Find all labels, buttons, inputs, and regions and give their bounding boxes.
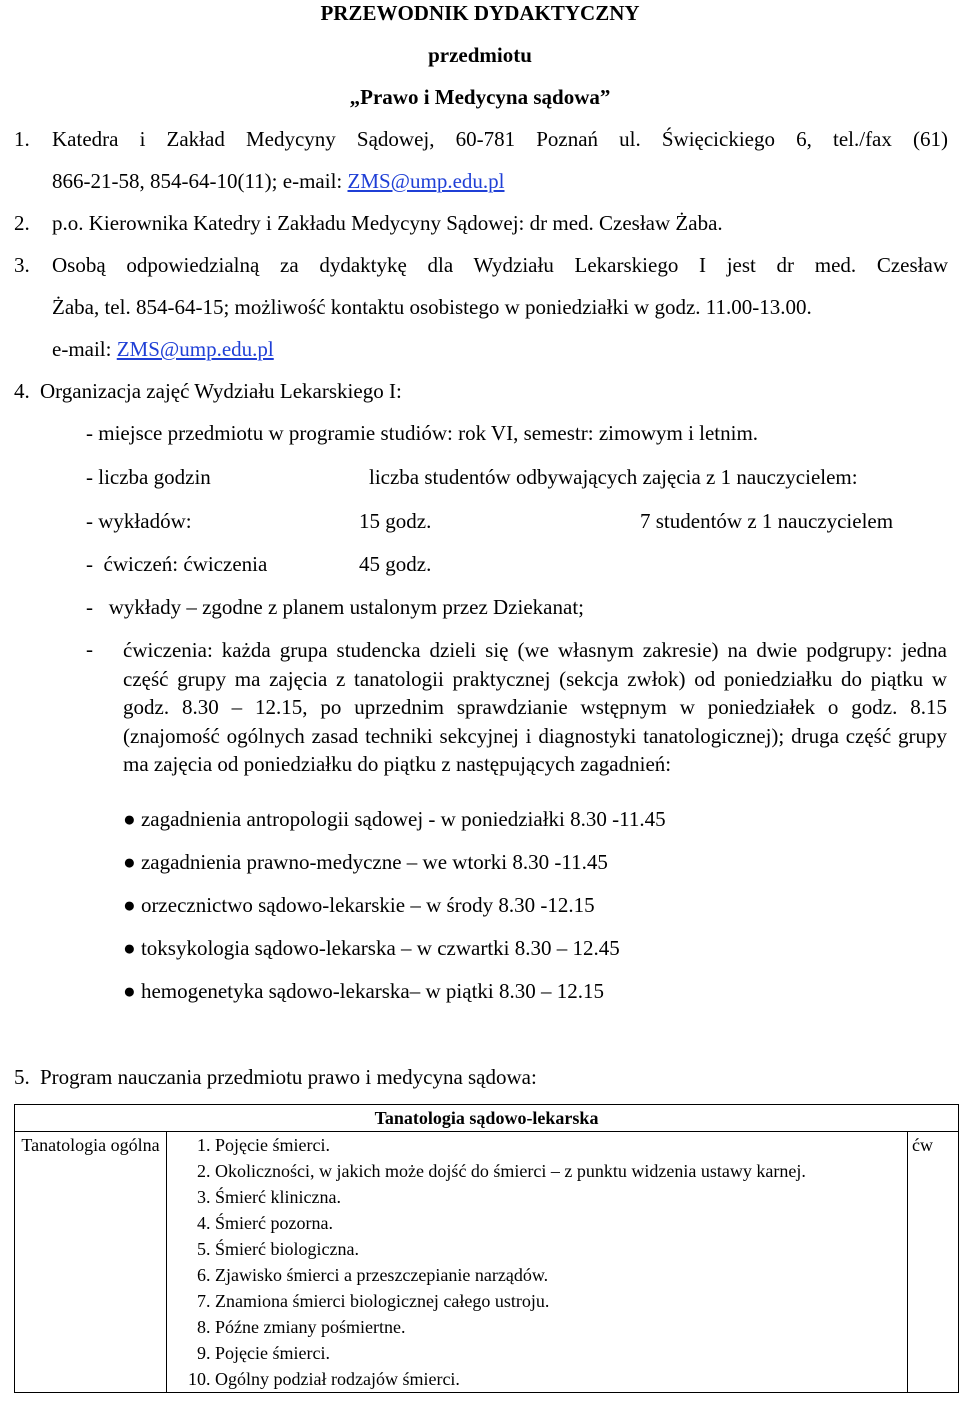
section-4-title: Organizacja zajęć Wydziału Lekarskiego I:: [40, 379, 402, 403]
bullet-icon: ●: [123, 807, 136, 831]
email-link-2[interactable]: ZMS@ump.edu.pl: [116, 337, 274, 361]
list-item: 2. Okoliczności, w jakich może dojść do śmierci – z punktu widzenia ustawy karnej.: [215, 1158, 903, 1184]
list-item: 8. Późne zmiany pośmiertne.: [215, 1314, 903, 1340]
list-item: 7. Znamiona śmierci biologicznej całego ustroju.: [215, 1288, 903, 1314]
exercises-note: ćwiczenia: każda grupa studencka dzieli się (we własnym zakresie) na dwie podgrupy: jedna część grupy ma zajęcia z tanatologii praktycznej (sekcja zwłok) od poniedziałku do piątku w godz. 8.30 – 12.15, po uprzednim sprawdzianie wstępnym w poniedziałek o godz. 8.15 (znajomość ogólnych zasad techniki sekcyjnej i diagnostyki tanatologicznej); druga część grupy ma zajęcia od poniedziałku do piątku z następujących zagadnień:: [123, 638, 947, 776]
bullet-icon: ●: [123, 936, 136, 960]
items-list: [171, 1132, 903, 1392]
type-cell: ćw: [908, 1132, 959, 1393]
section-3-line1: Osobą odpowiedzialną za dydaktykę dla Wydziału Lekarskiego I jest dr med. Czesław: [52, 253, 948, 277]
course-placement: - miejsce przedmiotu w programie studiów: rok VI, semestr: zimowym i letnim.: [86, 421, 759, 445]
section-3-email-label: e-mail:: [52, 337, 117, 361]
students-label: liczba studentów odbywających zajęcia z 1 nauczycielem:: [369, 465, 858, 489]
course-name: „Prawo i Medycyna sądowa”: [349, 85, 611, 109]
items-cell: [167, 1132, 908, 1393]
topic-text: zagadnienia prawno-medyczne – we wtorki 8.30 -11.45: [140, 850, 608, 874]
table-row: [15, 1132, 959, 1393]
bullet-icon: ●: [123, 850, 136, 874]
document-title: PRZEWODNIK DYDAKTYCZNY: [320, 1, 640, 25]
topic-item: [123, 849, 608, 875]
topic-item: [123, 935, 620, 961]
section-2-text: p.o. Kierownika Katedry i Zakładu Medycyny Sądowej: dr med. Czesław Żaba.: [52, 211, 723, 235]
topic-text: zagadnienia antropologii sądowej - w poniedziałki 8.30 -11.45: [140, 807, 666, 831]
exercises-dash: -: [86, 637, 93, 661]
list-item: 1. Pojęcie śmierci.: [215, 1132, 903, 1158]
email-link[interactable]: ZMS@ump.edu.pl: [347, 169, 505, 193]
section-5-number: 5.: [14, 1065, 30, 1089]
table-header-row: [15, 1105, 959, 1132]
list-item: 3. Śmierć kliniczna.: [215, 1184, 903, 1210]
list-item: 9. Pojęcie śmierci.: [215, 1340, 903, 1366]
bullet-icon: ●: [123, 893, 136, 917]
list-item: 10. Ogólny podział rodzajów śmierci.: [215, 1366, 903, 1392]
section-1-number: 1.: [14, 127, 30, 151]
section-5-title: Program nauczania przedmiotu prawo i medycyna sądowa:: [40, 1065, 537, 1089]
topic-text: orzecznictwo sądowo-lekarskie – w środy 8.30 -12.15: [140, 893, 595, 917]
topic-cell: Tanatologia ogólna: [15, 1132, 167, 1393]
list-item: 5. Śmierć biologiczna.: [215, 1236, 903, 1262]
document-subtitle: przedmiotu: [428, 43, 532, 67]
hours-label: - liczba godzin: [86, 465, 211, 489]
bullet-icon: ●: [123, 979, 136, 1003]
lectures-label: - wykładów:: [86, 509, 192, 533]
list-item: 4. Śmierć pozorna.: [215, 1210, 903, 1236]
section-3-line3: [52, 336, 274, 362]
section-1-line1: Katedra i Zakład Medycyny Sądowej, 60-781 Poznań ul. Święcickiego 6, tel./fax (61): [52, 127, 948, 151]
exercises-hours: 45 godz.: [359, 552, 432, 576]
list-item: 6. Zjawisko śmierci a przeszczepianie narządów.: [215, 1262, 903, 1288]
section-1-line2: [52, 168, 505, 194]
students-value: 7 studentów z 1 nauczycielem: [640, 509, 894, 533]
lectures-note: - wykłady – zgodne z planem ustalonym przez Dziekanat;: [86, 595, 584, 619]
topic-text: hemogenetyka sądowo-lekarska– w piątki 8.30 – 12.15: [140, 979, 604, 1003]
topic-text: toksykologia sądowo-lekarska – w czwartki 8.30 – 12.45: [140, 936, 620, 960]
table-heading: Tanatologia sądowo-lekarska: [15, 1105, 959, 1132]
section-1-contact: 866-21-58, 854-64-10(11); e-mail:: [52, 169, 348, 193]
exercises-label: - ćwiczeń: ćwiczenia: [86, 552, 268, 576]
topic-item: [123, 806, 666, 832]
program-table: [14, 1104, 959, 1393]
lectures-hours: 15 godz.: [359, 509, 432, 533]
topic-item: [123, 978, 604, 1004]
section-2-number: 2.: [14, 211, 30, 235]
section-3-number: 3.: [14, 253, 30, 277]
topic-item: [123, 892, 595, 918]
section-3-line2: Żaba, tel. 854-64-15; możliwość kontaktu osobistego w poniedziałki w godz. 11.00-13.00.: [52, 295, 812, 319]
section-4-number: 4.: [14, 379, 30, 403]
